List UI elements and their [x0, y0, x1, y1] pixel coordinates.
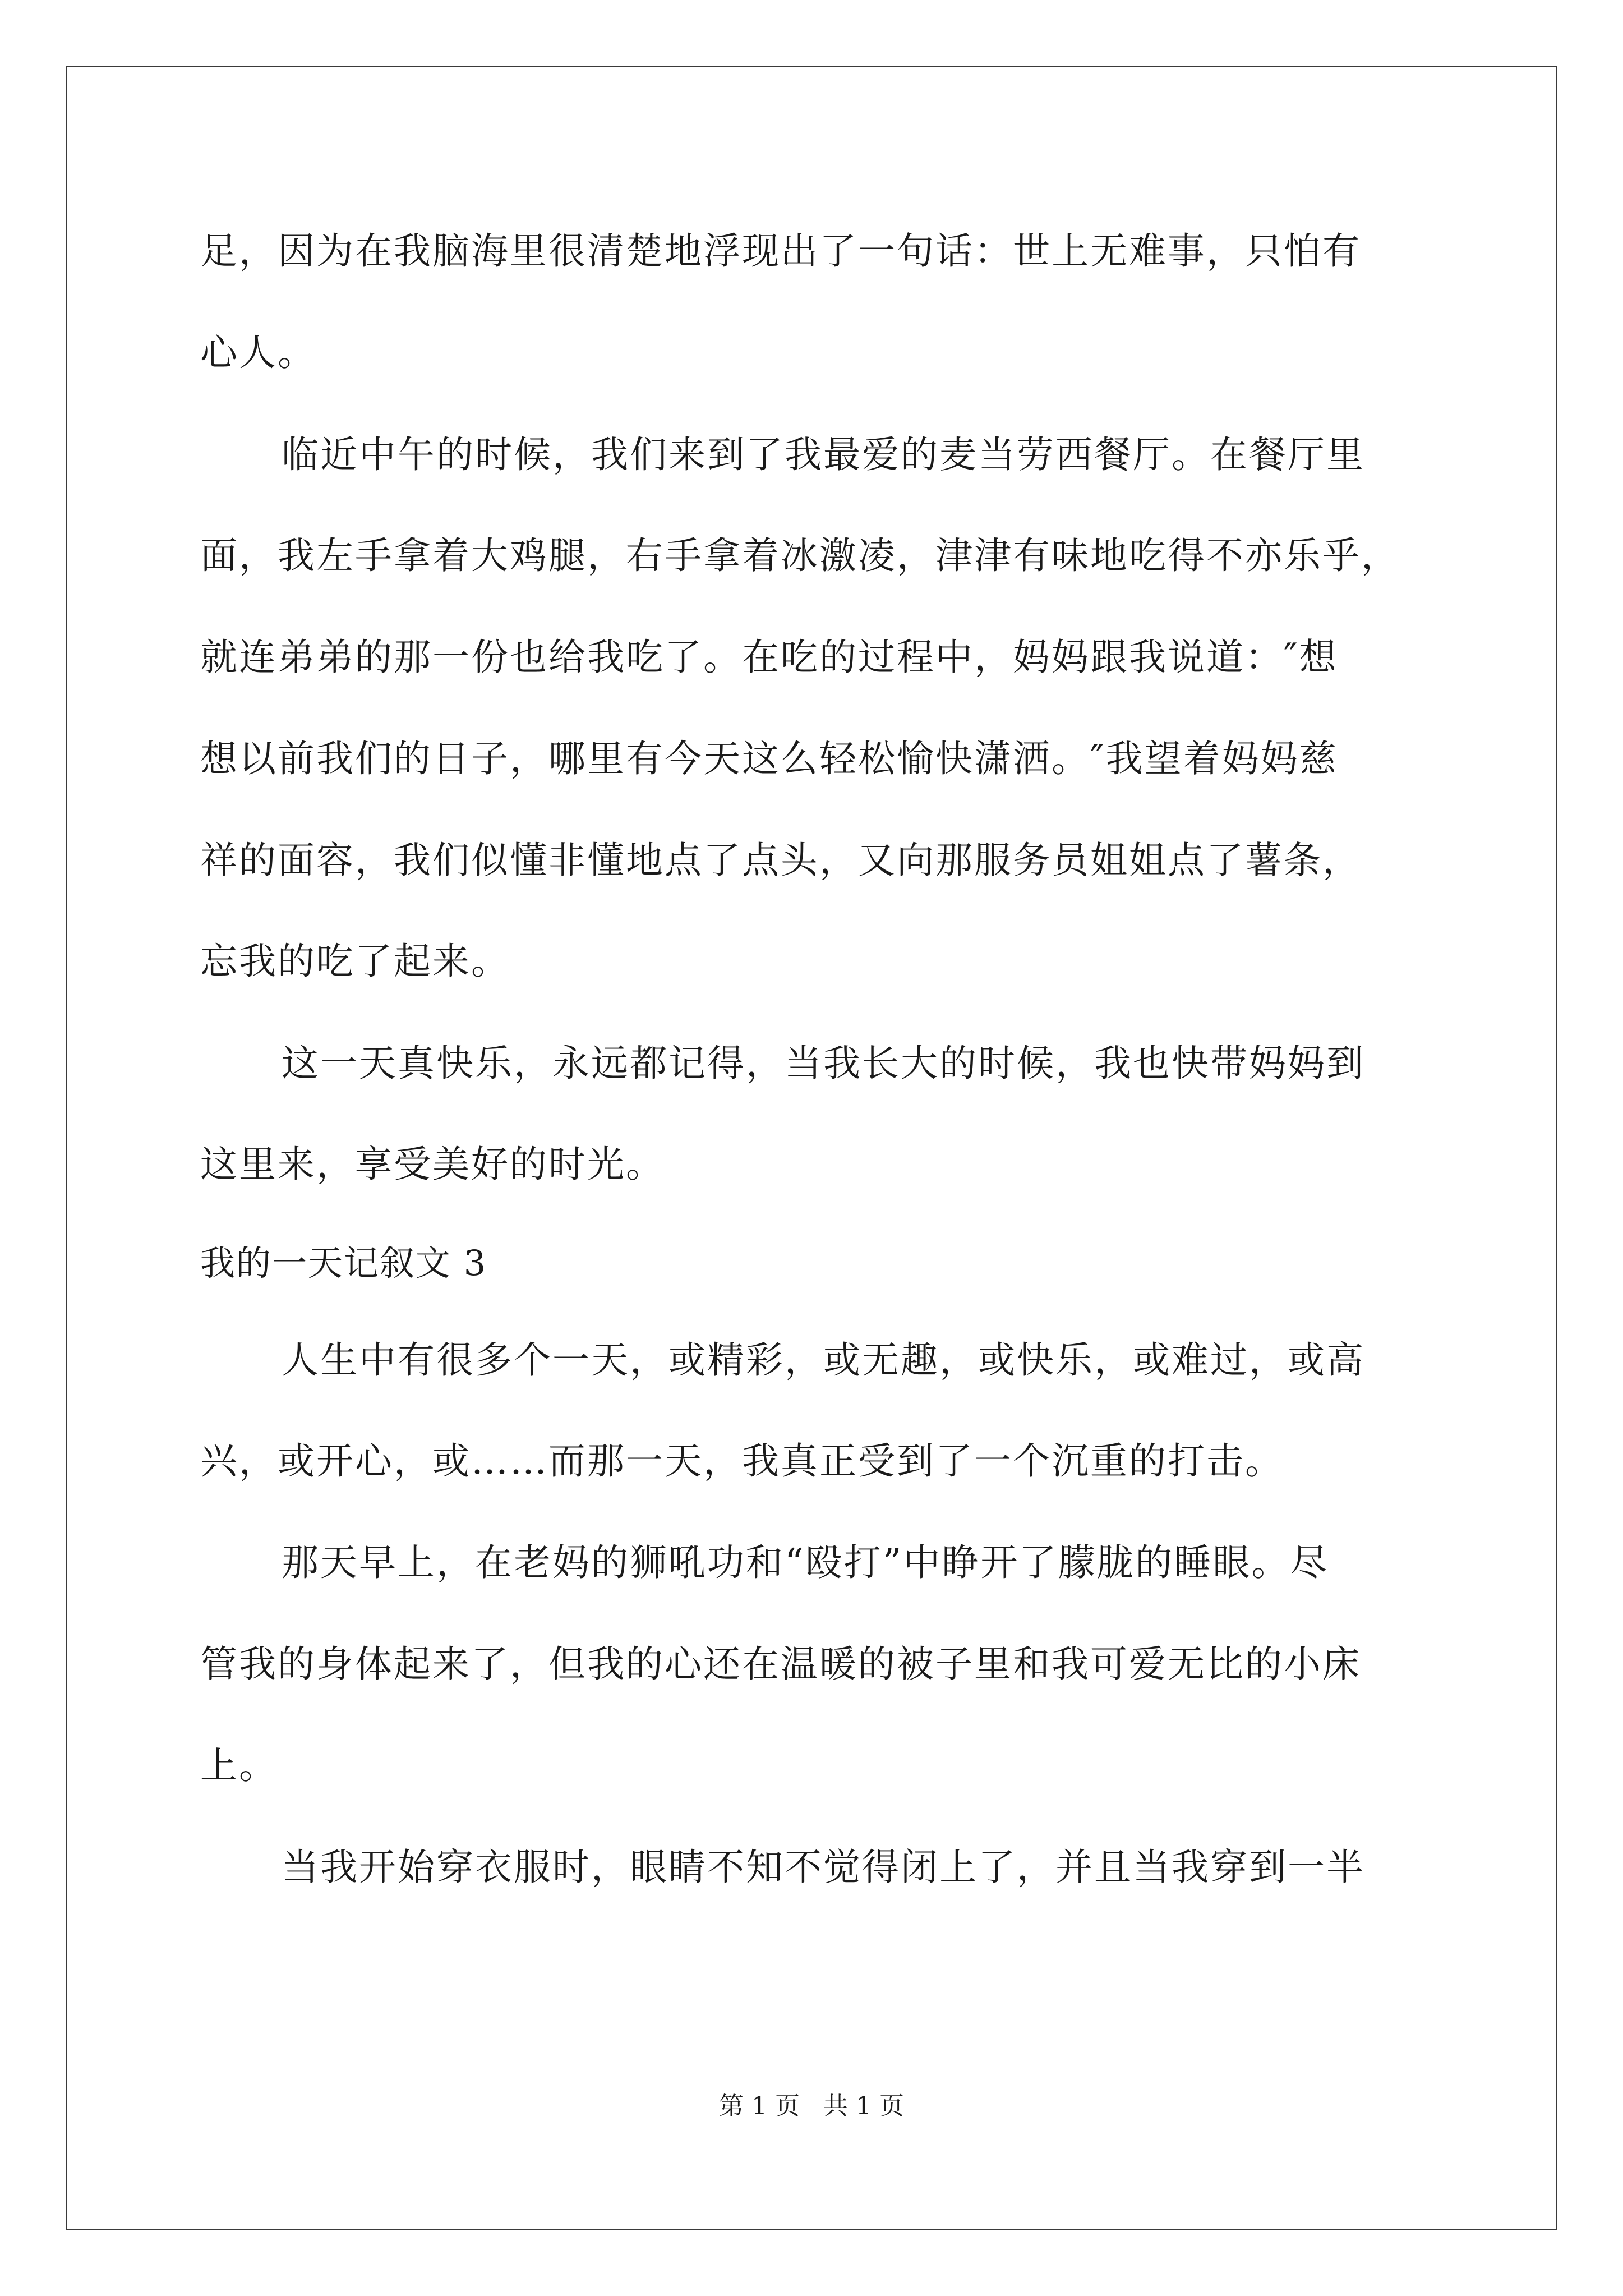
- body-text-line: 忘我的吃了起来。: [200, 940, 510, 983]
- body-text-line: 足，因为在我脑海里很清楚地浮现出了一句话：世上无难事，只怕有: [200, 229, 1361, 273]
- body-text-line: 就连弟弟的那一份也给我吃了。在吃的过程中，妈妈跟我说道：″想: [200, 636, 1338, 679]
- paragraph-first-line: 当我开始穿衣服时，眼睛不知不觉得闭上了，并且当我穿到一半: [282, 1846, 1365, 1889]
- body-text-line: 兴，或开心，或……而那一天，我真正受到了一个沉重的打击。: [200, 1439, 1284, 1483]
- body-text-line: 管我的身体起来了，但我的心还在温暖的被子里和我可爱无比的小床: [200, 1642, 1361, 1686]
- paragraph-first-line: 那天早上，在老妈的狮吼功和“殴打”中睁开了朦胧的睡眼。尽: [282, 1541, 1329, 1584]
- body-text-line: 想以前我们的日子，哪里有今天这么轻松愉快潇洒。″我望着妈妈慈: [200, 737, 1338, 780]
- paragraph-first-line: 临近中午的时候，我们来到了我最爱的麦当劳西餐厅。在餐厅里: [282, 433, 1365, 476]
- paragraph-first-line: 人生中有很多个一天，或精彩，或无趣，或快乐，或难过，或高: [282, 1338, 1365, 1382]
- paragraph-first-line: 这一天真快乐，永远都记得，当我长大的时候，我也快带妈妈到: [282, 1042, 1365, 1085]
- body-text-line: 上。: [200, 1744, 278, 1787]
- section-heading: 我的一天记叙文 3: [200, 1243, 487, 1283]
- body-text-line: 面，我左手拿着大鸡腿，右手拿着冰激凌，津津有味地吃得不亦乐乎，: [200, 534, 1400, 577]
- page-footer: 第 1 页 共 1 页: [719, 2092, 904, 2120]
- body-text-line: 这里来，享受美好的时光。: [200, 1143, 665, 1186]
- body-text-line: 心人。: [200, 331, 316, 374]
- body-text-line: 祥的面容，我们似懂非懂地点了点头，又向那服务员姐姐点了薯条，: [200, 839, 1361, 882]
